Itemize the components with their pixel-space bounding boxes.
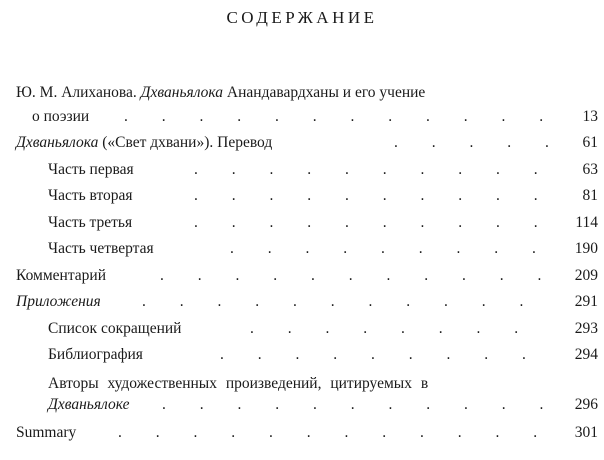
toc-entry-appendices — [14, 289, 598, 316]
page-number: 13 — [582, 108, 598, 125]
toc-entry-introduction-continued — [14, 104, 598, 130]
page-number: 209 — [574, 266, 598, 284]
toc-entry-authors — [14, 373, 598, 394]
page-number: 301 — [574, 423, 598, 441]
toc-entry-title: («Свет дхвани»). Перевод — [102, 134, 273, 151]
toc-entry-part-two — [14, 183, 598, 210]
page-number: 294 — [574, 346, 598, 363]
toc-entry-title: Список сокращений — [48, 319, 182, 337]
page-number: 81 — [582, 187, 598, 204]
toc-entry-title-italic: Дхваньялока — [16, 134, 99, 151]
page-number: 61 — [582, 134, 598, 151]
toc-entry-title: Анандавардханы и его учение — [226, 84, 426, 101]
leader-dots: . . . . . . . . . . . — [142, 293, 539, 310]
toc-entry-authors-continued — [14, 394, 598, 420]
toc-entry-title: Часть четвертая — [48, 240, 154, 257]
toc-entry-title: Summary — [16, 423, 77, 441]
toc-entry-part-one — [14, 157, 598, 184]
toc-entry-title-italic: Дхваньялоке — [48, 395, 130, 413]
toc-entry-translation — [14, 130, 598, 157]
toc-entry-title-italic: Дхваньялока — [140, 84, 224, 101]
page-number: 291 — [574, 293, 598, 310]
toc-entry-title-italic: Приложения — [16, 293, 101, 310]
leader-dots: . . . . . . . . . — [220, 346, 541, 363]
page-number: 293 — [574, 319, 598, 337]
toc-entry-title: Библиография — [48, 346, 143, 363]
toc-entry-title: Часть третья — [48, 213, 133, 231]
toc-entry-part-three — [14, 210, 598, 237]
toc-entry-title: Часть вторая — [48, 187, 133, 204]
leader-dots: . . . . . . . . . — [230, 240, 551, 257]
page-number: 190 — [574, 240, 598, 257]
leader-dots: . . . . . . . . . . . . — [118, 423, 553, 441]
page-number: 114 — [575, 213, 598, 231]
leader-dots: . . . . . . . . . . — [194, 160, 553, 178]
page-number: 296 — [574, 395, 598, 413]
toc-entry-commentary — [14, 263, 598, 290]
toc-entry-title: Ю. М. Алиханова. — [16, 84, 137, 101]
leader-dots: . . . . . . . . . . . — [160, 266, 557, 284]
table-of-contents — [14, 82, 598, 446]
toc-entry-introduction — [14, 82, 598, 104]
toc-entry-part-four — [14, 236, 598, 263]
toc-entry-title: Авторы художественных произведений, цитируемых в — [48, 374, 429, 392]
toc-entry-abbreviations — [14, 316, 598, 343]
leader-dots: . . . . . . . . . . — [194, 187, 553, 204]
leader-dots: . . . . . . . . . . — [194, 213, 553, 231]
leader-dots: . . . . . . . . . . . — [162, 395, 559, 413]
toc-entry-title: о поэзии — [32, 108, 90, 125]
leader-dots: . . . . . . . . — [250, 319, 534, 337]
toc-entry-title: Часть первая — [48, 160, 134, 178]
toc-entry-summary — [14, 420, 598, 447]
leader-dots: . . . . . . . . . . . . — [124, 108, 559, 125]
page-number: 63 — [582, 160, 598, 178]
leader-dots: . . . . . — [394, 134, 564, 151]
toc-entry-bibliography — [14, 342, 598, 369]
toc-entry-title: Комментарий — [16, 266, 106, 284]
page-title: СОДЕРЖАНИЕ — [226, 8, 378, 27]
